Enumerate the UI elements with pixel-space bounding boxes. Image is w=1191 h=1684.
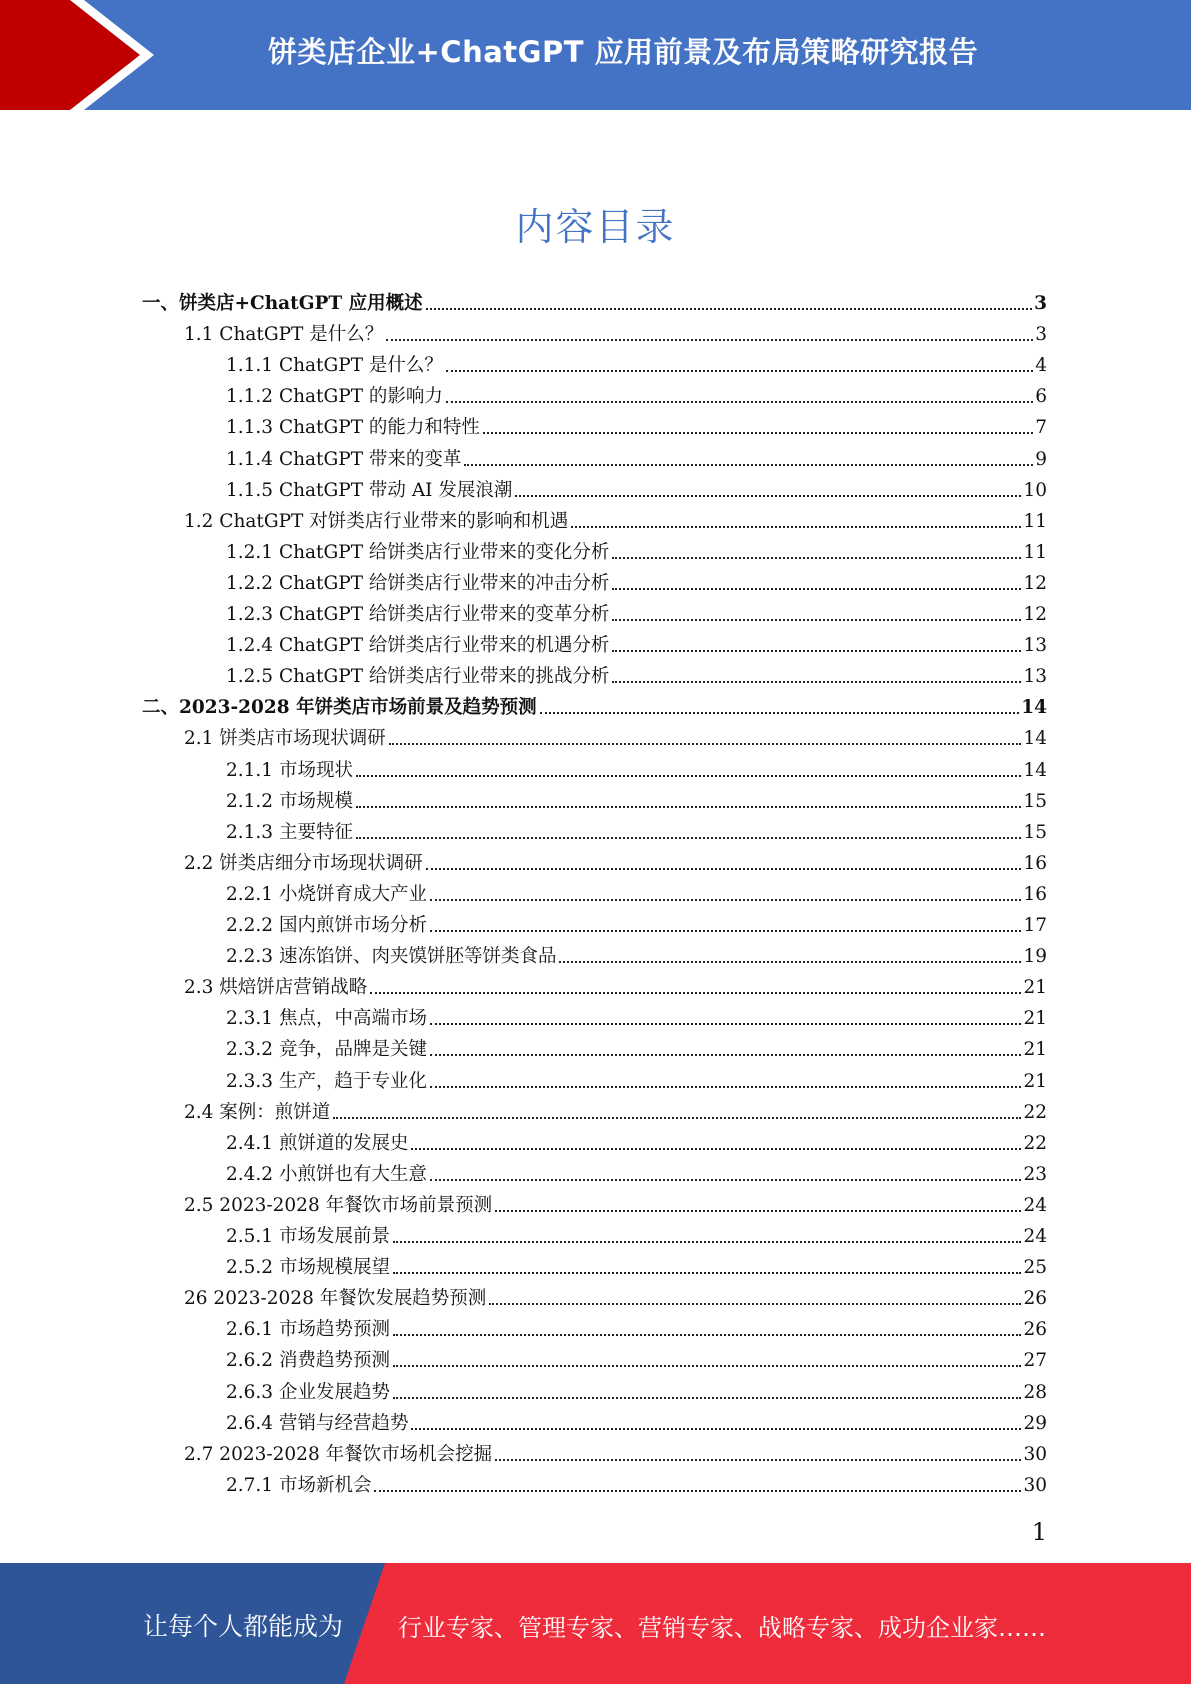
toc-entry-label: 1.1.1 ChatGPT 是什么？ [226, 355, 443, 377]
toc-entry[interactable] [226, 1062, 1047, 1093]
toc-dot-leader [430, 1086, 1021, 1088]
toc-entry[interactable] [184, 315, 1047, 346]
toc-entry-label: 1.2.1 ChatGPT 给饼类店行业带来的变化分析 [226, 541, 610, 563]
toc-entry-page: 11 [1023, 510, 1047, 532]
toc-entry-page: 26 [1023, 1319, 1047, 1341]
toc-entry[interactable] [226, 937, 1047, 968]
toc-entry-label: 二、2023-2028 年饼类店市场前景及趋势预测 [142, 697, 537, 719]
toc-entry[interactable] [226, 1030, 1047, 1061]
toc-dot-leader [489, 1303, 1021, 1305]
toc-dot-leader [612, 619, 1021, 621]
toc-entry-page: 25 [1023, 1257, 1047, 1279]
toc-entry[interactable] [226, 1124, 1047, 1155]
toc-entry-page: 28 [1023, 1381, 1047, 1403]
toc-entry-label: 1.1.3 ChatGPT 的能力和特性 [226, 417, 480, 439]
header-banner [0, 0, 1191, 110]
toc-dot-leader [430, 1023, 1021, 1025]
footer-slogan-left: 让每个人都能成为 [143, 1612, 344, 1641]
toc-entry[interactable] [226, 408, 1047, 439]
toc-entry-page: 14 [1023, 728, 1047, 750]
toc-entry-page: 9 [1035, 448, 1047, 470]
toc-entry-label: 26 2023-2028 年餐饮发展趋势预测 [184, 1288, 487, 1310]
toc-dot-leader [430, 899, 1021, 901]
toc-dot-leader [393, 1334, 1021, 1336]
toc-entry-label: 2.3.3 生产，趋于专业化 [226, 1070, 427, 1092]
toc-entry-page: 21 [1023, 977, 1047, 999]
toc-entry[interactable] [226, 346, 1047, 377]
toc-entry-label: 2.2.3 速冻馅饼、肉夹馍饼胚等饼类食品 [226, 946, 557, 968]
toc-entry-page: 14 [1021, 697, 1047, 719]
toc-entry[interactable] [184, 1435, 1047, 1466]
toc-entry-label: 2.4 案例：煎饼道 [184, 1101, 331, 1123]
toc-dot-leader [356, 775, 1022, 777]
toc-entry[interactable] [226, 875, 1047, 906]
toc-entry-label: 2.7.1 市场新机会 [226, 1474, 372, 1496]
toc-entry-label: 1.2.2 ChatGPT 给饼类店行业带来的冲击分析 [226, 572, 610, 594]
toc-entry-label: 2.6.4 营销与经营趋势 [226, 1412, 409, 1434]
toc-entry-page: 16 [1023, 852, 1047, 874]
toc-entry-page: 23 [1023, 1163, 1047, 1185]
toc-entry-label: 1.1.2 ChatGPT 的影响力 [226, 386, 443, 408]
toc-entry-page: 13 [1023, 635, 1047, 657]
toc-entry-label: 2.5.1 市场发展前景 [226, 1226, 390, 1247]
toc-entry-label: 2.2.2 国内煎饼市场分析 [226, 915, 427, 936]
toc-entry-page: 15 [1023, 821, 1047, 843]
report-title: 饼类店企业+ChatGPT 应用前景及布局策略研究报告 [268, 35, 979, 69]
toc-entry-page: 30 [1023, 1474, 1047, 1496]
toc-entry-label: 2.6.1 市场趋势预测 [226, 1319, 390, 1341]
toc-dot-leader [430, 1179, 1021, 1181]
toc-dot-leader [495, 1459, 1021, 1461]
toc-dot-leader [483, 432, 1033, 434]
toc-entry-label: 1.2.5 ChatGPT 给饼类店行业带来的挑战分析 [226, 666, 610, 688]
toc-entry[interactable] [226, 377, 1047, 408]
toc-dot-leader [612, 588, 1021, 590]
toc-dot-leader [559, 961, 1021, 963]
toc-entry-label: 2.5 2023-2028 年餐饮市场前景预测 [184, 1194, 493, 1216]
toc-entry-label: 1.1.5 ChatGPT 带动 AI 发展浪潮 [226, 479, 513, 501]
toc-entry-label: 1.1 ChatGPT 是什么？ [184, 324, 384, 346]
toc-entry-page: 6 [1035, 386, 1047, 408]
toc-dot-leader [495, 1210, 1021, 1212]
toc-entry-page: 16 [1023, 883, 1047, 905]
toc-entry-page: 27 [1023, 1350, 1047, 1372]
toc-entry-page: 22 [1023, 1132, 1047, 1154]
toc-dot-leader [430, 930, 1021, 932]
toc-dot-leader [356, 806, 1022, 808]
toc-entry-label: 2.3.1 焦点，中高端市场 [226, 1008, 427, 1030]
toc-entry-page: 10 [1023, 479, 1047, 501]
toc-entry-page: 17 [1023, 915, 1047, 936]
toc-entry-label: 2.7 2023-2028 年餐饮市场机会挖掘 [184, 1443, 493, 1465]
toc-entry-label: 2.1.1 市场现状 [226, 759, 353, 781]
toc-entry-label: 2.3 烘焙饼店营销战略 [184, 977, 368, 999]
toc-entry[interactable] [226, 1404, 1047, 1435]
toc-entry[interactable] [226, 595, 1047, 626]
toc-entry-page: 21 [1023, 1008, 1047, 1030]
toc-dot-leader [386, 339, 1033, 341]
toc-dot-leader [464, 464, 1033, 466]
toc-dot-leader [612, 557, 1021, 559]
toc-entry[interactable] [226, 1341, 1047, 1372]
toc-entry-label: 2.3.2 竞争，品牌是关键 [226, 1039, 427, 1061]
toc-entry[interactable] [184, 1186, 1047, 1217]
toc-entry[interactable] [226, 657, 1047, 688]
toc-entry-label: 一、饼类店+ChatGPT 应用概述 [142, 293, 423, 314]
toc-entry[interactable] [226, 1310, 1047, 1341]
toc-entry[interactable] [184, 1279, 1047, 1310]
toc-entry-page: 22 [1023, 1101, 1047, 1123]
toc-entry[interactable] [226, 1155, 1047, 1186]
toc-entry[interactable] [226, 1466, 1047, 1497]
toc-entry[interactable] [226, 471, 1047, 502]
toc-entry[interactable] [226, 1248, 1047, 1279]
toc-dot-leader [571, 526, 1021, 528]
toc-entry[interactable] [226, 533, 1047, 564]
footer-banner [0, 1563, 1191, 1684]
toc-entry-page: 3 [1034, 293, 1047, 314]
toc-entry-label: 1.2 ChatGPT 对饼类店行业带来的影响和机遇 [184, 510, 569, 532]
toc-dot-leader [411, 1148, 1021, 1150]
toc-dot-leader [612, 650, 1021, 652]
toc-entry-page: 21 [1023, 1039, 1047, 1061]
toc-dot-leader [356, 837, 1022, 839]
toc-dot-leader [393, 1397, 1021, 1399]
toc-entry-label: 2.2.1 小烧饼育成大产业 [226, 883, 427, 905]
toc-entry-label: 2.1 饼类店市场现状调研 [184, 728, 386, 750]
toc-entry-page: 3 [1035, 324, 1047, 346]
toc-entry[interactable] [184, 719, 1047, 750]
toc-entry[interactable] [184, 968, 1047, 999]
toc-dot-leader [612, 681, 1021, 683]
toc-dot-leader [446, 370, 1033, 372]
toc-entry-label: 2.1.2 市场规模 [226, 790, 353, 812]
toc-entry-page: 12 [1023, 572, 1047, 594]
toc-entry[interactable] [226, 564, 1047, 595]
toc-dot-leader [389, 743, 1022, 745]
toc-entry-label: 2.6.2 消费趋势预测 [226, 1350, 390, 1372]
toc-entry[interactable] [226, 1217, 1047, 1248]
toc-entry[interactable] [226, 782, 1047, 813]
toc-entry[interactable] [142, 688, 1047, 719]
toc-dot-leader [333, 1117, 1021, 1119]
toc-entry-page: 4 [1035, 355, 1047, 377]
page-number: 1 [1031, 1518, 1047, 1546]
toc-entry[interactable] [226, 813, 1047, 844]
toc-entry[interactable] [226, 626, 1047, 657]
toc-dot-leader [393, 1365, 1021, 1367]
toc-entry-page: 15 [1023, 790, 1047, 812]
toc-dot-leader [446, 401, 1033, 403]
toc-entry-label: 1.1.4 ChatGPT 带来的变革 [226, 448, 462, 470]
toc-entry-page: 24 [1023, 1194, 1047, 1216]
toc-entry-page: 7 [1035, 417, 1047, 439]
toc-entry-page: 13 [1023, 666, 1047, 688]
toc-entry[interactable] [184, 1093, 1047, 1124]
toc-heading: 内容目录 [515, 205, 676, 249]
toc-dot-leader [374, 1490, 1021, 1492]
toc-dot-leader [370, 992, 1021, 994]
toc-dot-leader [426, 308, 1032, 310]
toc-dot-leader [426, 868, 1022, 870]
toc-entry[interactable] [226, 906, 1047, 937]
toc-entry[interactable] [226, 999, 1047, 1030]
toc-entry[interactable] [226, 751, 1047, 782]
toc-dot-leader [393, 1241, 1021, 1243]
toc-entry-label: 1.2.4 ChatGPT 给饼类店行业带来的机遇分析 [226, 635, 610, 657]
toc-dot-leader [515, 495, 1021, 497]
toc-dot-leader [411, 1428, 1021, 1430]
toc-entry-page: 14 [1023, 759, 1047, 781]
toc-dot-leader [393, 1272, 1021, 1274]
toc-entry-page: 12 [1023, 604, 1047, 625]
toc-entry[interactable] [184, 844, 1047, 875]
toc-dot-leader [430, 1054, 1021, 1056]
toc-entry-label: 2.2 饼类店细分市场现状调研 [184, 852, 423, 874]
toc-entry[interactable] [226, 440, 1047, 471]
toc-entry-label: 1.2.3 ChatGPT 给饼类店行业带来的变革分析 [226, 604, 610, 625]
toc-dot-leader [540, 712, 1020, 714]
toc-entry-page: 19 [1023, 946, 1047, 968]
toc-entry-page: 21 [1023, 1070, 1047, 1092]
toc-entry[interactable] [184, 502, 1047, 533]
toc-entry-page: 26 [1023, 1288, 1047, 1310]
toc-entry[interactable] [142, 284, 1047, 315]
toc-entry-label: 2.1.3 主要特征 [226, 821, 353, 843]
toc-entry-label: 2.4.1 煎饼道的发展史 [226, 1132, 409, 1154]
toc-entry[interactable] [226, 1373, 1047, 1404]
toc-entry-page: 11 [1023, 541, 1047, 563]
toc-entry-page: 30 [1023, 1443, 1047, 1465]
toc-entry-page: 29 [1023, 1412, 1047, 1434]
toc-entry-label: 2.4.2 小煎饼也有大生意 [226, 1163, 427, 1185]
toc-entry-page: 24 [1023, 1226, 1047, 1247]
toc-entry-label: 2.5.2 市场规模展望 [226, 1257, 390, 1279]
toc-entry-label: 2.6.3 企业发展趋势 [226, 1381, 390, 1403]
footer-slogan-right: 行业专家、管理专家、营销专家、战略专家、成功企业家…… [398, 1614, 1046, 1642]
